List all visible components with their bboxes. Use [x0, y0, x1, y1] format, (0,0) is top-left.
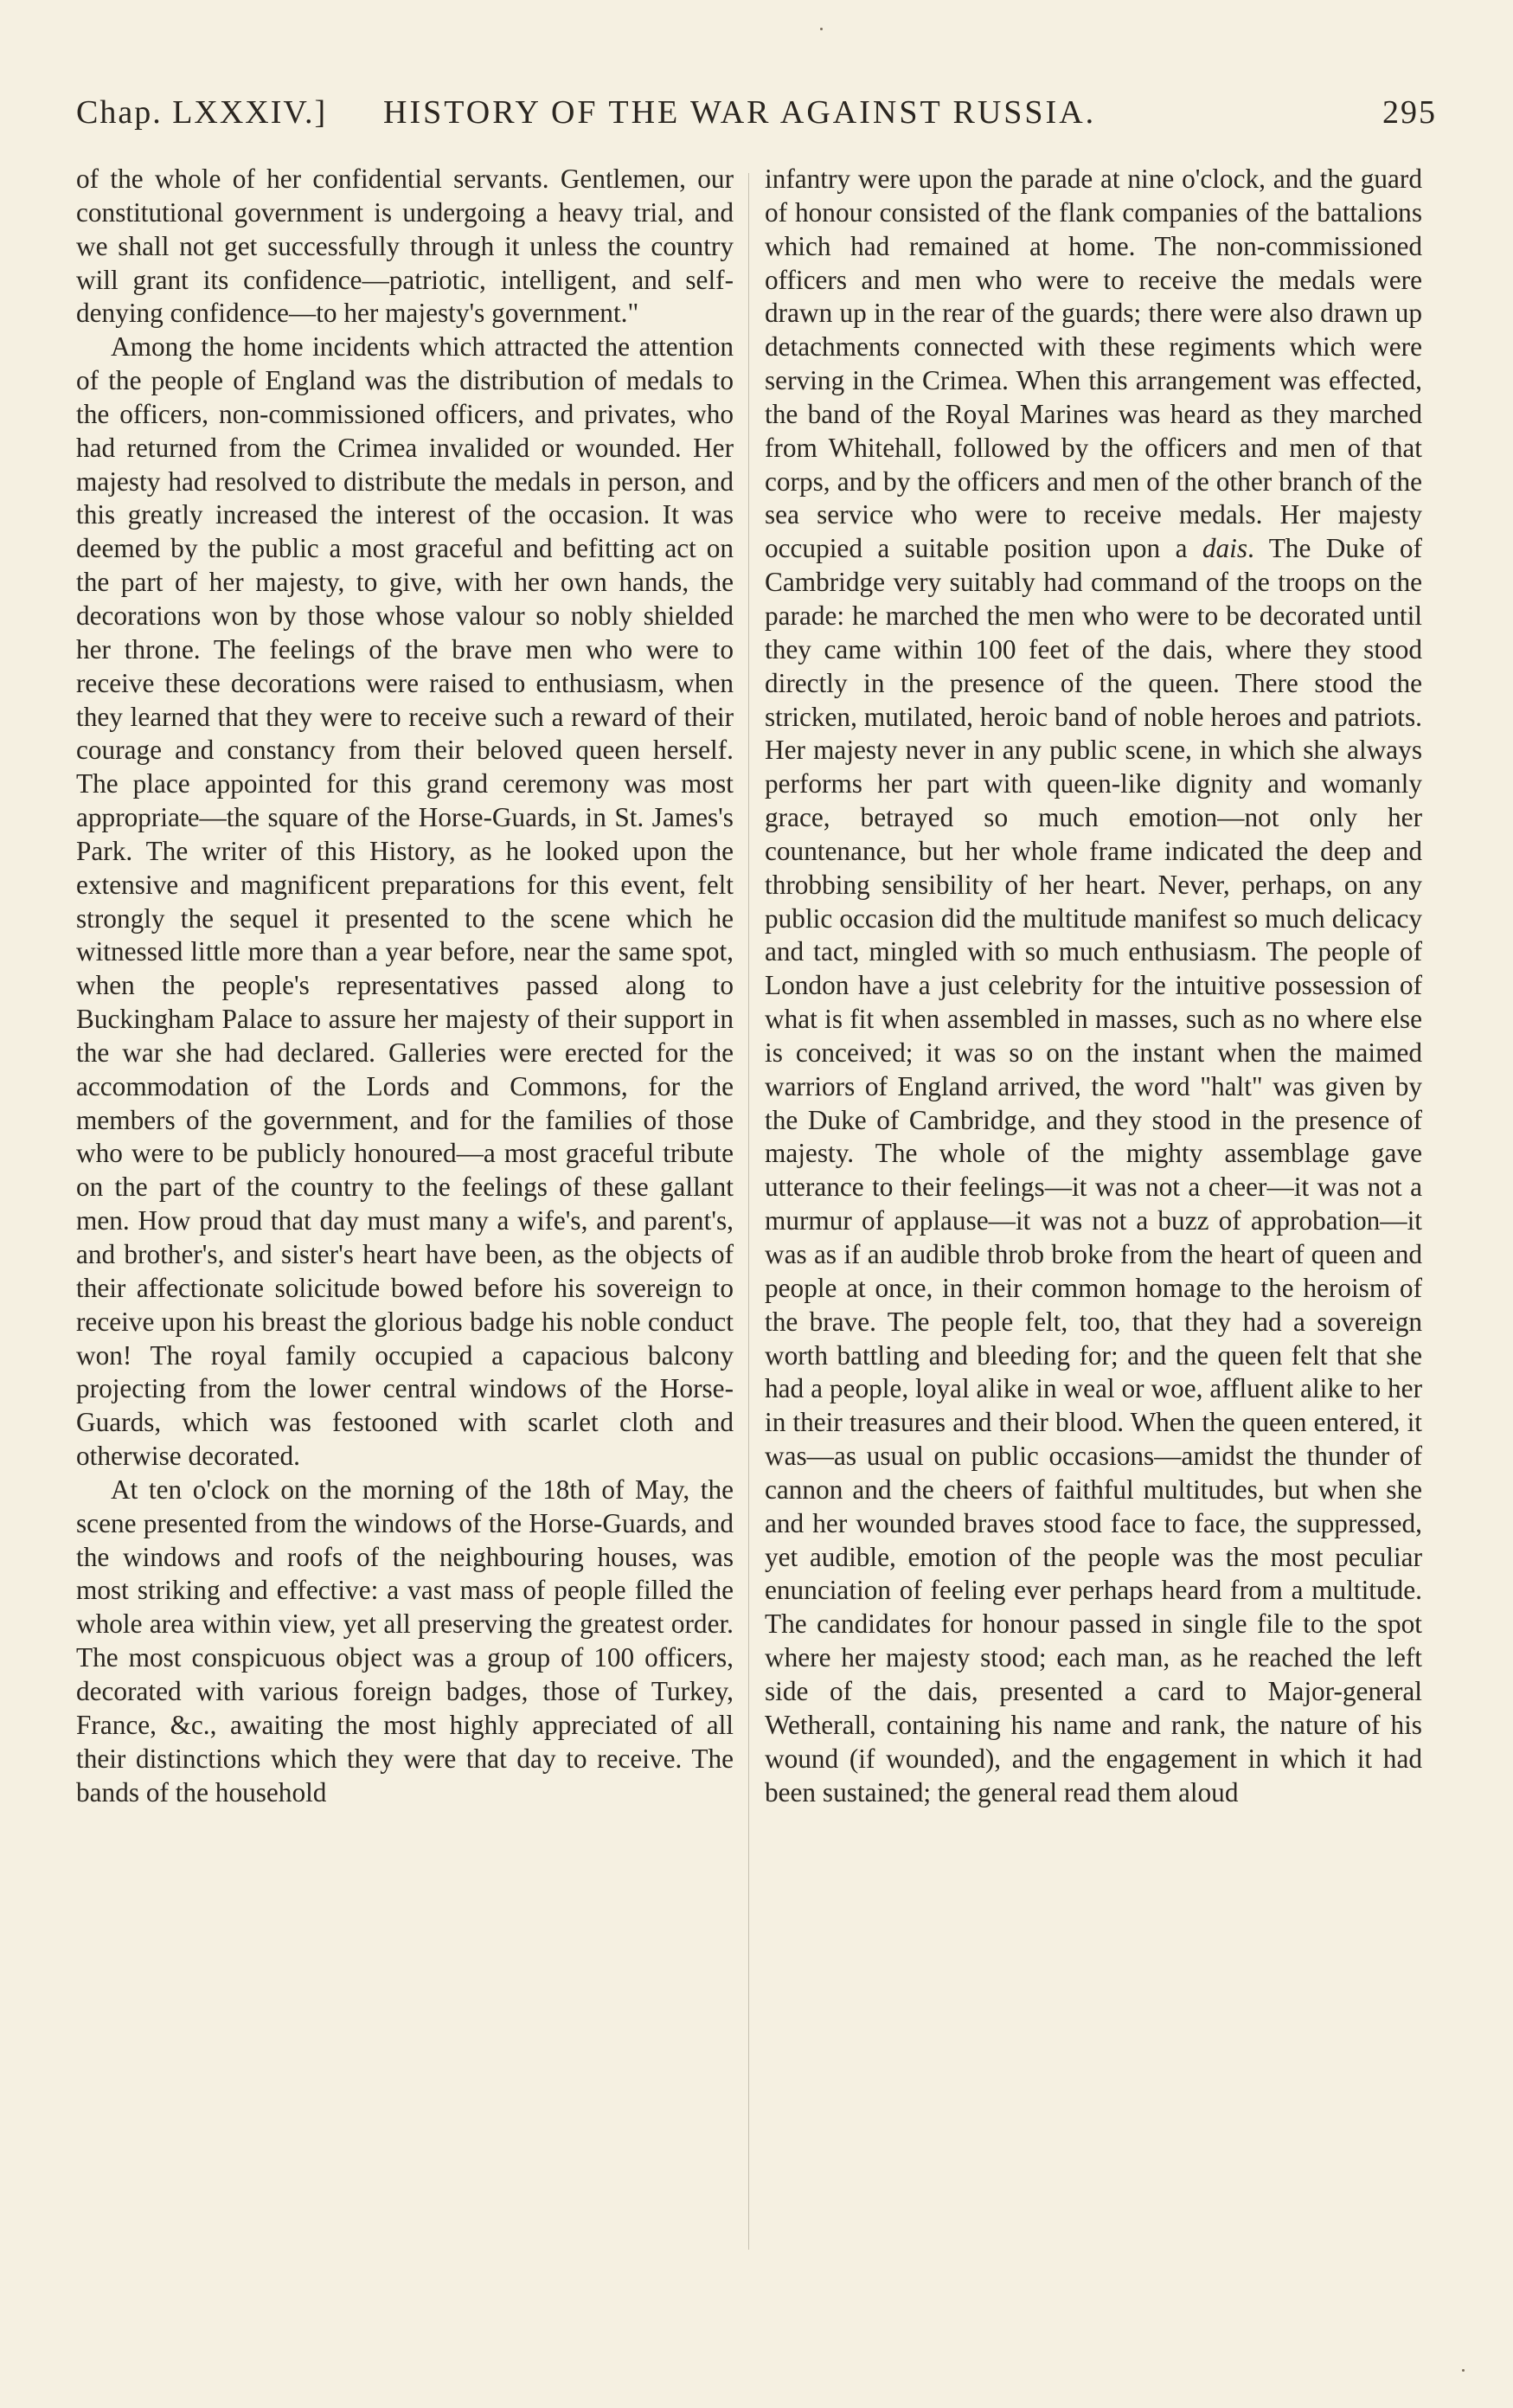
left-column [76, 163, 734, 2283]
paper-speck [820, 28, 823, 30]
right-column [765, 163, 1422, 2283]
left-paragraph-3: At ten o'clock on the morning of the 18th of May, the scene presented from the windows of the Horse-Guards, and the windows and roofs of the neighbouring houses, was most striking and effective: a vast mass of people filled the whole area within view, yet all preserving the greatest order. The most conspicuous object was a group of 100 officers, decorated with various foreign badges, those of Turkey, France, &c., awaiting the most highly appreciated of all their distinctions which they were that day to receive. The bands of the household [76, 1474, 734, 1808]
right-paragraph-1 [765, 163, 1422, 1809]
italic-dais: dais [1202, 533, 1248, 564]
chapter-label: Chap. LXXXIV.] [76, 94, 328, 131]
running-head [76, 93, 1437, 145]
paper-speck [1462, 2369, 1465, 2372]
right-text-part-2: . The Duke of Cambridge very suitably had command of the troops on the parade: he marched the men who were to be decorated until they came within 100 feet of the dais, where they stood directly in the presence of the queen. There stood the stricken, mutilated, heroic band of noble heroes and patriots. Her majesty never in any public scene, in which she always performs her part with queen-like dignity and womanly grace, betrayed so much emotion—not only her countenance, but her whole frame indicated the deep and throbbing sensibility of her heart. Never, perhaps, on any public occasion did the multitude manifest so much delicacy and tact, mingled with so much enthusiasm. The people of London have a just celebrity for the intuitive possession of what is fit when assembled in masses, such as no where else is conceived; it was so on the instant when the maimed warriors of England arrived, the word "halt" was given by the Duke of Cambridge, and they stood in the presence of majesty. The whole of the mighty assemblage gave utterance to their feelings—it was not a cheer—it was not a murmur of applause—it was not a buzz of approbation—it was as if an audible throb broke from the heart of queen and people at once, in their common homage to the heroism of the brave. The people felt, too, that they had a sovereign worth battling and bleeding for; and the queen felt that she had a people, loyal alike in weal or woe, affluent alike to her in their treasures and their blood. When the queen entered, it was—as usual on public occasions—amidst the thunder of cannon and the cheers of faithful multitudes, but when she and her wounded braves stood face to face, the suppressed, yet audible, emotion of the people was the most peculiar enunciation of feeling ever perhaps heard from a multitude. The candidates for honour passed in single file to the spot where her majesty stood; each man, as he reached the left side of the dais, presented a card to Major-general Wetherall, containing his name and rank, the nature of his wound (if wounded), and the engagement in which it had been sustained; the general read them aloud [765, 533, 1422, 1808]
column-divider [748, 173, 749, 2250]
left-paragraph-1: of the whole of her confidential servants. Gentlemen, our constitutional government is undergoing a heavy trial, and we shall not get successfully through it unless the country will grant its confidence—patriotic, intelligent, and self-denying confidence—to her majesty's government." [76, 164, 734, 329]
left-paragraph-2: Among the home incidents which attracted the attention of the people of England was the distribution of medals to the officers, non-commissioned officers, and privates, who had returned from the Crimea invalided or wounded. Her majesty had resolved to distribute the medals in person, and this greatly increased the interest of the occasion. It was deemed by the public a most graceful and befitting act on the part of her majesty, to give, with her own hands, the decorations won by those whose valour so nobly shielded her throne. The feelings of the brave men who were to receive these decorations were raised to enthusiasm, when they learned that they were to receive such a reward of their courage and constancy from their beloved queen herself. The place appointed for this grand ceremony was most appropriate—the square of the Horse-Guards, in St. James's Park. The writer of this History, as he looked upon the extensive and magnificent preparations for this event, felt strongly the sequel it presented to the scene which he witnessed little more than a year before, near the same spot, when the people's representatives passed along to Buckingham Palace to assure her majesty of their support in the war she had declared. Galleries were erected for the accommodation of the Lords and Commons, for the members of the government, and for the families of those who were to be publicly honoured—a most graceful tribute on the part of the country to the feelings of these gallant men. How proud that day must many a wife's, and parent's, and brother's, and sister's heart have been, as the objects of their affectionate solicitude bowed before his sovereign to receive upon his breast the glorious badge his noble conduct won! The royal family occupied a capacious balcony projecting from the lower central windows of the Horse-Guards, which was festooned with scarlet cloth and otherwise decorated. [76, 331, 734, 1472]
running-title: HISTORY OF THE WAR AGAINST RUSSIA. [383, 94, 1097, 131]
page-number: 295 [1382, 94, 1437, 131]
right-text-part-1: infantry were upon the parade at nine o'clock, and the guard of honour consisted of the flank companies of the battalions which had remained at home. The non-commissioned officers and men who were to receive the medals were drawn up in the rear of the guards; there were also drawn up detachments connected with these regiments which were serving in the Crimea. When this arrangement was effected, the band of the Royal Marines was heard as they marched from Whitehall, followed by the officers and men of that corps, and by the officers and men of the other branch of the sea service who were to receive medals. Her majesty occupied a suitable position upon a [765, 164, 1422, 564]
